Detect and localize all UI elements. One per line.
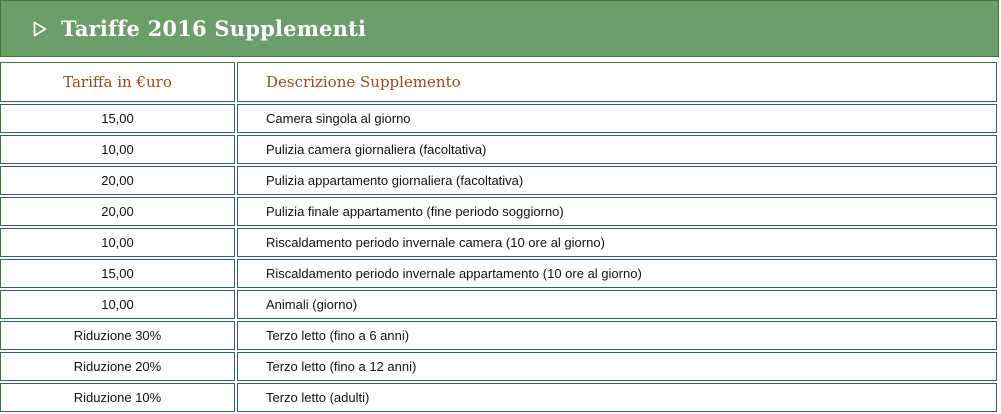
triangle-right-outline-icon — [33, 21, 47, 37]
description-cell: Terzo letto (fino a 12 anni) — [237, 352, 997, 381]
price-cell: 10,00 — [0, 135, 235, 164]
table-row — [0, 228, 997, 257]
price-cell: 15,00 — [0, 104, 235, 133]
table-row — [0, 352, 997, 381]
description-cell: Camera singola al giorno — [237, 104, 997, 133]
table-row — [0, 197, 997, 226]
table-row — [0, 290, 997, 319]
column-header-description: Descrizione Supplemento — [237, 62, 997, 102]
table-header-row — [0, 62, 997, 102]
price-cell: Riduzione 20% — [0, 352, 235, 381]
price-cell: 20,00 — [0, 197, 235, 226]
description-cell: Pulizia finale appartamento (fine periodo soggiorno) — [237, 197, 997, 226]
description-cell: Terzo letto (adulti) — [237, 383, 997, 412]
section-title: Tariffe 2016 Supplementi — [61, 16, 367, 41]
description-cell: Pulizia camera giornaliera (facoltativa) — [237, 135, 997, 164]
price-cell: 20,00 — [0, 166, 235, 195]
table-row — [0, 383, 997, 412]
description-cell: Pulizia appartamento giornaliera (facoltativa) — [237, 166, 997, 195]
description-cell: Riscaldamento periodo invernale camera (10 ore al giorno) — [237, 228, 997, 257]
supplements-table — [0, 60, 999, 414]
description-cell: Riscaldamento periodo invernale appartamento (10 ore al giorno) — [237, 259, 997, 288]
description-cell: Animali (giorno) — [237, 290, 997, 319]
table-row — [0, 321, 997, 350]
description-cell: Terzo letto (fino a 6 anni) — [237, 321, 997, 350]
table-row — [0, 259, 997, 288]
price-cell: 15,00 — [0, 259, 235, 288]
table-row — [0, 104, 997, 133]
column-header-price: Tariffa in €uro — [0, 62, 235, 102]
price-cell: 10,00 — [0, 290, 235, 319]
section-header — [0, 0, 999, 57]
table-row — [0, 166, 997, 195]
price-cell: Riduzione 30% — [0, 321, 235, 350]
price-cell: 10,00 — [0, 228, 235, 257]
price-cell: Riduzione 10% — [0, 383, 235, 412]
table-row — [0, 135, 997, 164]
